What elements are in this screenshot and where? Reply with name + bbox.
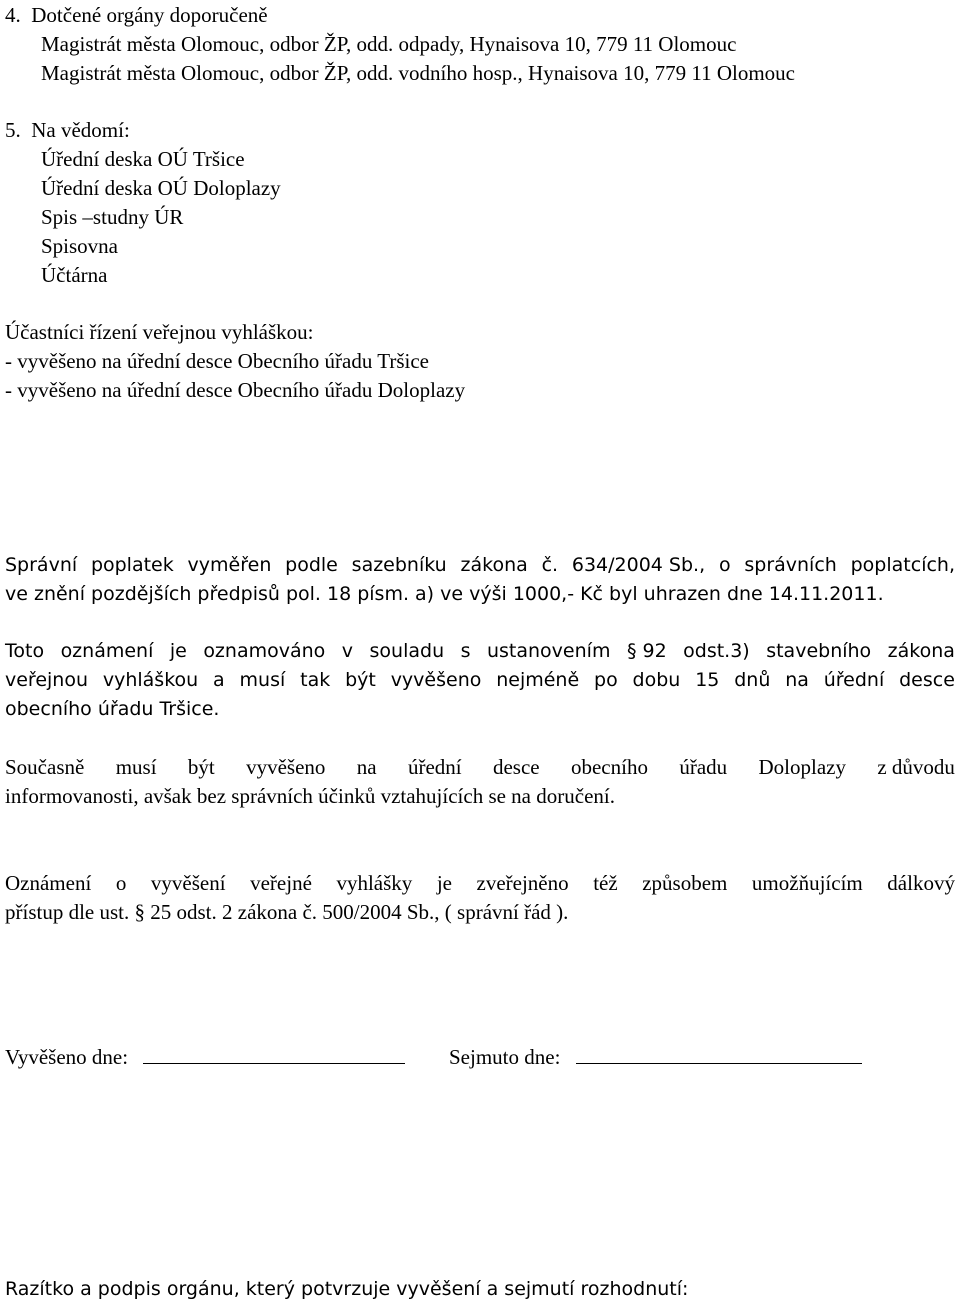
section5-line: Úřední deska OÚ Tršice xyxy=(41,147,245,171)
word: desce xyxy=(492,755,540,779)
notice1-line-1 xyxy=(5,637,955,666)
word: je xyxy=(436,871,452,895)
word: úřední xyxy=(407,755,462,779)
word: o xyxy=(718,554,731,576)
word: úřadu xyxy=(679,755,728,779)
notice2-line-1 xyxy=(5,753,955,782)
word: zveřejněno xyxy=(476,871,569,895)
word: § 92 xyxy=(626,640,667,662)
word: s xyxy=(460,640,471,662)
word: 634/2004 Sb., xyxy=(571,554,706,576)
word: souladu xyxy=(369,640,445,662)
word: být xyxy=(187,755,215,779)
word: z důvodu xyxy=(877,755,955,779)
word: poplatek xyxy=(90,554,174,576)
section5-heading: 5. Na vědomí: xyxy=(5,118,130,142)
word: dálkový xyxy=(887,871,955,895)
word: umožňujícím xyxy=(751,871,863,895)
section5-line: Účtárna xyxy=(41,263,108,287)
participants-line: - vyvěšeno na úřední desce Obecního úřadu Doloplazy xyxy=(5,378,466,402)
word: o xyxy=(115,871,127,895)
word: Doloplazy xyxy=(758,755,846,779)
word: dnů xyxy=(734,669,771,691)
word: ustanovením xyxy=(486,640,611,662)
section5-line: Spisovna xyxy=(41,234,119,258)
word: musí xyxy=(115,755,157,779)
word: úřední xyxy=(823,669,885,691)
word: 15 xyxy=(695,669,720,691)
participants-title: Účastníci řízení veřejnou vyhláškou: xyxy=(5,320,314,344)
removed-date-field xyxy=(449,1043,862,1072)
section5-line: Úřední deska OÚ Doloplazy xyxy=(41,176,281,200)
posted-date-field xyxy=(5,1043,405,1072)
fee-line-1 xyxy=(5,551,955,580)
word: musí xyxy=(239,669,286,691)
word: oznamováno xyxy=(203,640,326,662)
word: vyvěšení xyxy=(150,871,226,895)
word: podle xyxy=(285,554,338,576)
word: zákona xyxy=(887,640,955,662)
word: stavebního xyxy=(766,640,872,662)
word: obecního xyxy=(570,755,648,779)
word: vyhláškou xyxy=(102,669,199,691)
word: vyvěšeno xyxy=(246,755,326,779)
stamp-signature-label: Razítko a podpis orgánu, který potvrzuje vyvěšení a sejmutí rozhodnutí: xyxy=(5,1278,689,1300)
word: poplatcích, xyxy=(850,554,955,576)
word: po xyxy=(594,669,618,691)
word: odst.3) xyxy=(683,640,750,662)
word: Oznámení xyxy=(5,871,92,895)
word: zákona xyxy=(460,554,528,576)
word: vyhlášky xyxy=(336,871,413,895)
word: a xyxy=(213,669,225,691)
section4-line: Magistrát města Olomouc, odbor ŽP, odd. vodního hosp., Hynaisova 10, 779 11 Olomouc xyxy=(41,61,795,85)
section5-line: Spis –studny ÚR xyxy=(41,205,184,229)
word: v xyxy=(341,640,354,662)
posted-date-label: Vyvěšeno dne: xyxy=(5,1045,129,1069)
word: č. xyxy=(541,554,559,576)
word: oznámení xyxy=(60,640,154,662)
removed-date-blank xyxy=(576,1043,862,1064)
section4-heading: 4. Dotčené orgány doporučeně xyxy=(5,3,268,27)
word: sazebníku xyxy=(351,554,447,576)
word: Toto xyxy=(5,640,45,662)
section4-line: Magistrát města Olomouc, odbor ŽP, odd. odpady, Hynaisova 10, 779 11 Olomouc xyxy=(41,32,737,56)
word: je xyxy=(169,640,187,662)
word: na xyxy=(356,755,377,779)
participants-line: - vyvěšeno na úřední desce Obecního úřadu Tršice xyxy=(5,349,429,373)
fee-line-2: ve znění pozdějších předpisů pol. 18 písm. a) ve výši 1000,- Kč byl uhrazen dne 14.11.2011. xyxy=(5,583,884,605)
word: být xyxy=(345,669,376,691)
word: veřejnou xyxy=(5,669,89,691)
word: na xyxy=(785,669,809,691)
posted-date-blank xyxy=(143,1043,405,1064)
removed-date-label: Sejmuto dne: xyxy=(449,1045,561,1069)
word: veřejné xyxy=(250,871,312,895)
word: Současně xyxy=(5,755,85,779)
word: desce xyxy=(899,669,955,691)
word: způsobem xyxy=(642,871,728,895)
word: vyvěšeno xyxy=(390,669,482,691)
word: správních xyxy=(744,554,837,576)
word: Správní xyxy=(5,554,78,576)
notice1-line-2 xyxy=(5,666,955,695)
notice2-line-2: informovanosti, avšak bez správních účinků vztahujících se na doručení. xyxy=(5,784,615,808)
word: dobu xyxy=(632,669,681,691)
notice1-line-3: obecního úřadu Tršice. xyxy=(5,698,220,720)
notice3-line-2: přístup dle ust. § 25 odst. 2 zákona č. 500/2004 Sb., ( správní řád ). xyxy=(5,900,569,924)
word: tak xyxy=(300,669,331,691)
word: též xyxy=(593,871,618,895)
word: vyměřen xyxy=(187,554,272,576)
word: nejméně xyxy=(496,669,580,691)
notice3-line-1 xyxy=(5,869,955,898)
